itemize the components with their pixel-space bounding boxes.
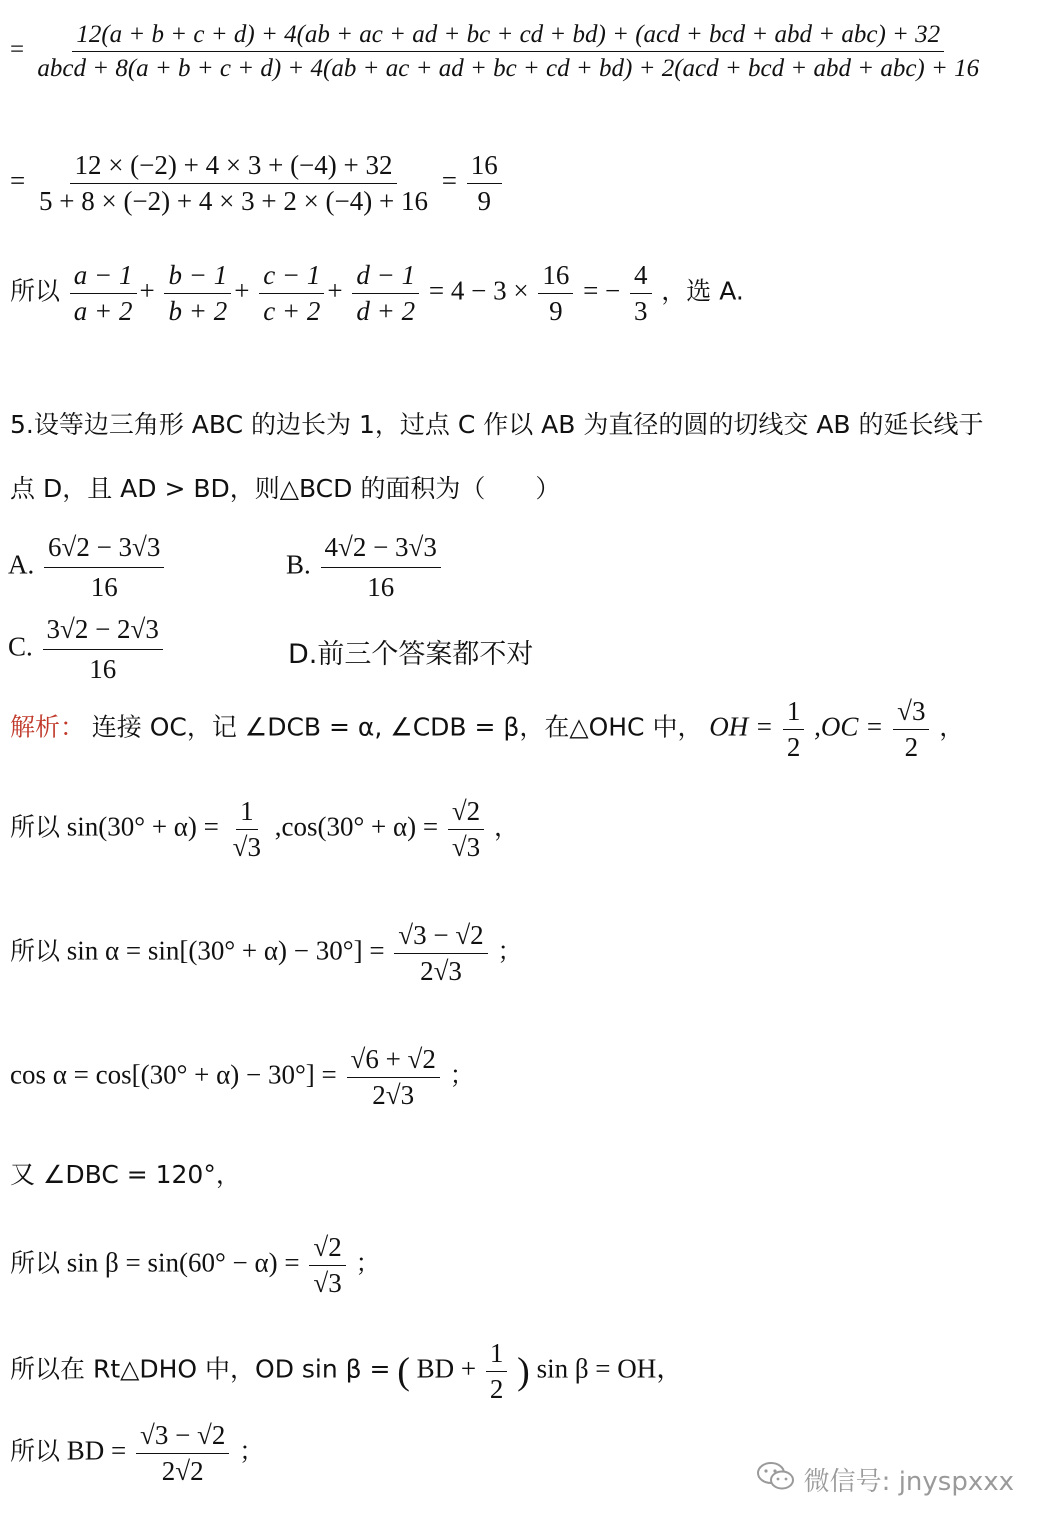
big-denominator: abcd + 8(a + b + c + d) + 4(ab + ac + ad + bc + cd + bd) + 2(acd + bcd + abd + abc) + 16 [37,55,980,82]
option-b: B. $\frac{4√2 - 3√3}{16}$ [286,532,444,603]
question-5-line-2: 点 D，且 AD > BD，则△BCD 的面积为（ ） [10,474,561,503]
watermark-text: 微信号: jnyspxxx [803,1467,1014,1497]
solution-line-7: 所以在 Rt△DHO 中，OD sin β = ( BD + $\frac{1}{2}$ ) sin β = OH， [10,1338,684,1404]
big-fraction [33,22,983,81]
solution-line-3: 所以 sin α = sin[(30° + α) − 30°] = $\frac{√3 - √2}{2√3}$ ； [10,920,523,986]
solution-line-8: 所以 BD = $\frac{√3 - √2}{2√2}$ ； [10,1420,265,1486]
option-c: C. $\frac{3√2 - 2√3}{16}$ [8,614,166,685]
solution-line-2: 所以 sin(30° + α) = $\frac{1}{√3}$ ,cos(30° + α) = $\frac{√2}{√3}$ ， [10,796,519,862]
solution-label: 解析： [10,712,86,742]
question-5-line-1: 5.设等边三角形 ABC 的边长为 1，过点 C 作以 AB 为直径的圆的切线交 AB 的延长线于 [10,410,984,439]
conclusion-line: 所以 $\frac{a - 1}{a + 2}$ + $\frac{b - 1}{b + 2}$ + $\frac{c - 1}{c + 2}$ + $\frac{d - 1}{d + 2}$ = 4 − 3 × $\frac{16}{9}$ = − $\frac{4}{3}$ ，选 A. [10,260,744,326]
solution-line-6: 所以 sin β = sin(60° − α) = $\frac{√2}{√3}$ ； [10,1232,381,1298]
wechat-icon [756,1460,796,1499]
option-a: A. $\frac{6√2 - 3√3}{16}$ [8,532,167,603]
solution-line-5: 又 ∠DBC = 120°， [10,1160,241,1189]
eq-sign: = [10,36,25,64]
big-numerator: 12(a + b + c + d) + 4(ab + ac + ad + bc + cd + bd) + (acd + bcd + abd + abc) + 32 [72,22,944,52]
numeric-fraction: $\frac{12 \times (-2) + 4 \times 3 + (-4) + 32}{5 + 8 \times (-2) + 4 \times 3 + 2 \times (-4) + 16}$ [38,150,428,216]
wechat-watermark [756,1460,1014,1499]
option-d: D.前三个答案都不对 [288,639,534,670]
result-fraction: $\frac{16}{9}$ [467,152,502,215]
solution-line-1: 解析： 连接 OC，记 ∠DCB = α, ∠CDB = β，在△OHC 中， OH = $\frac{1}{2}$ ,OC = $\frac{√3}{2}$ ， [10,696,965,762]
step-numeric-fraction: = $\frac{12 \times (-2) + 4 \times 3 + (-4) + 32}{5 + 8 \times (-2) + 4 \times 3 + 2 \times (-4) + 16}$ = $\frac{16}{9}$ [10,152,505,215]
step-big-fraction [10,22,986,81]
answer-choice: ，选 A. [661,276,744,306]
solution-line-4: cos α = cos[(30° + α) − 30°] = $\frac{√6 + √2}{2√3}$ ； [10,1044,475,1110]
